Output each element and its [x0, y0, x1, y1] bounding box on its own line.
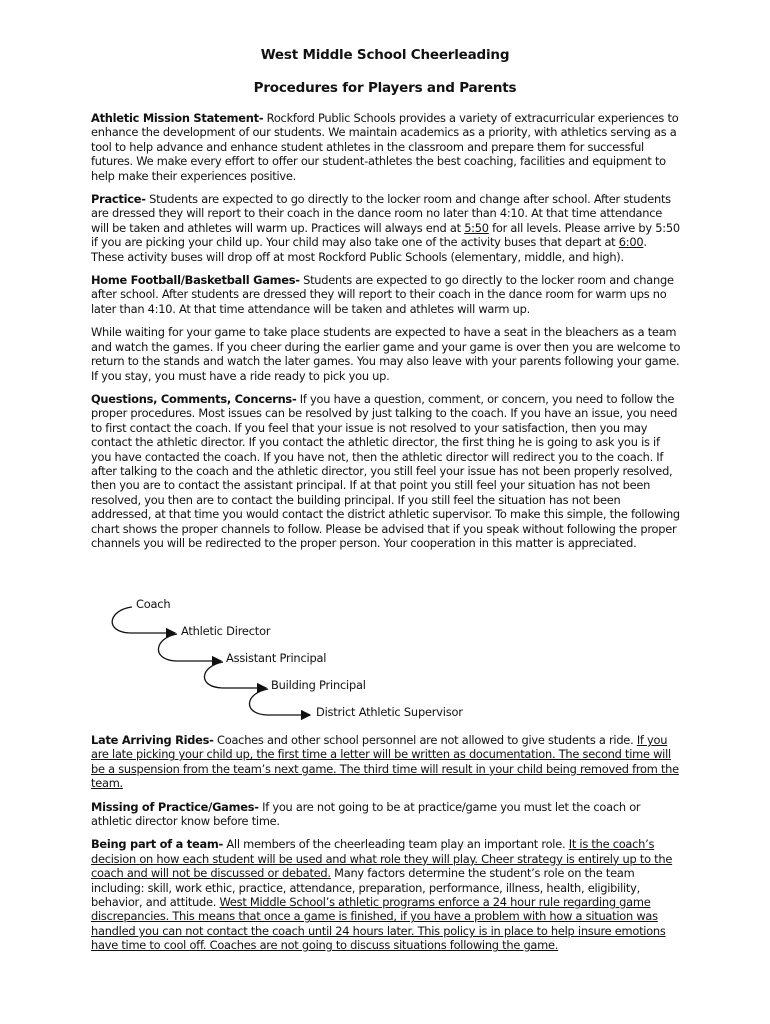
mission-paragraph — [91, 111, 681, 183]
missing-heading: Missing of Practice/Games- — [91, 799, 259, 814]
practice-end-time: 5:50 — [464, 220, 489, 235]
team-text-2: Many factors determine the student’s role on the team including: skill, work ethic, practice, attendance, preparation, performance, illness, health, eligibility, behavior, and attitude. — [91, 866, 640, 910]
missing-text: If you are not going to be at practice/game you must let the coach or athletic director know before time. — [91, 799, 641, 829]
team-paragraph — [91, 837, 681, 952]
document-subtitle: Procedures for Players and Parents — [253, 80, 517, 96]
chain-of-command-chart — [0, 588, 770, 728]
bottom-body — [91, 733, 681, 962]
chain-building-principal: Building Principal — [271, 678, 366, 692]
team-policy-2: West Middle School’s athletic programs enforce a 24 hour rule regarding game discrepancies. This means that once a game is finished, if you have a problem with how a situation was handled you can not contact the coach until 24 hours later. This policy is in place to help insure emotions have time to cool off. Coaches are not going to discuss situations following the game. — [91, 895, 666, 953]
team-heading: Being part of a team- — [91, 837, 224, 852]
home-games-text: Students are expected to go directly to the locker room and change after school. After students are dressed they will report to their coach in the dance room for warm ups no later than 4:10. At that time attendance will be taken and athletes will warm up. — [91, 273, 674, 316]
waiting-paragraph: While waiting for your game to take place students are expected to have a seat in the bleachers as a team and watch the games. If you cheer during the earlier game and your game is over then you are welcome to return to the stands and watch the later games. You may also leave with your parents following your game. If you stay, you must have a ride ready to pick you up. — [91, 325, 681, 383]
top-body — [91, 111, 681, 559]
practice-paragraph — [91, 192, 681, 264]
late-rides-policy: If you are late picking your child up, the first time a letter will be written as documentation. The second time will be a suspension from the team’s next game. The third time will result in your child being removed from the team. — [91, 733, 679, 791]
home-games-heading: Home Football/Basketball Games- — [91, 273, 300, 288]
document-title: West Middle School Cheerleading — [260, 47, 510, 63]
questions-paragraph — [91, 392, 681, 550]
arrow-ad-to-ap — [158, 634, 221, 661]
mission-heading: Athletic Mission Statement- — [91, 111, 264, 125]
chain-assistant-principal: Assistant Principal — [226, 651, 327, 665]
practice-text-3: . These activity buses will drop off at most Rockford Public Schools (elementary, middle, and high). — [91, 235, 647, 264]
practice-heading: Practice- — [91, 192, 146, 207]
late-rides-text: Coaches and other school personnel are not allowed to give students a ride. — [213, 733, 637, 747]
chain-athletic-director: Athletic Director — [181, 624, 271, 638]
chain-district-athletic-supervisor: District Athletic Supervisor — [316, 705, 463, 719]
late-rides-heading: Late Arriving Rides- — [91, 733, 214, 747]
late-rides-paragraph — [91, 733, 681, 791]
chain-coach: Coach — [136, 597, 171, 611]
questions-text: If you have a question, comment, or concern, you need to follow the proper procedures. Most issues can be resolved by just talking to the coach. If you have an issue, you need to first contact the coach. If you feel that your issue is not resolved to your satisfaction, then you may contact the athletic director. If you contact the athletic director, the first thing he is going to ask you is if you have contacted the coach. If you have not, then the athletic director will redirect you to the coach. If after talking to the coach and the athletic director, you still feel your issue has not been properly resolved, then you are to contact the assistant principal. If at that point you still feel your situation has not been resolved, you then are to contact the building principal. If you still feel the situation has not been addressed, at that time you would contact the district athletic supervisor. To make this simple, the following chart shows the proper channels to follow. Please be advised that if you speak without following the proper channels you will be redirected to the proper person. Your cooperation in this matter is appreciated. — [91, 391, 680, 550]
team-policy-1: It is the coach’s decision on how each student will be used and what role they will play. Cheer strategy is entirely up to the coach and will not be discussed or debated. — [91, 837, 673, 881]
questions-heading: Questions, Comments, Concerns- — [91, 391, 297, 406]
practice-text-2: for all levels. Please arrive by 5:50 if you are picking your child up. Your child may also take one of the activity buses that depart at — [91, 220, 680, 250]
arrow-bp-to-das — [249, 689, 310, 715]
home-games-paragraph — [91, 273, 681, 316]
arrow-ap-to-bp — [204, 662, 266, 688]
bus-depart-time: 6:00 — [618, 235, 644, 250]
mission-text: Rockford Public Schools provides a variety of extracurricular experiences to enhance the development of our students. We maintain academics as a priority, with athletics serving as a tool to help advance and enhance student athletes in the classroom and prepare them for successful futures. We make every effort to offer our student-athletes the best coaching, facilities and equipment to help make their experiences positive. — [91, 111, 679, 183]
missing-paragraph — [91, 800, 681, 829]
team-text-1: All members of the cheerleading team play an important role. — [223, 837, 569, 852]
practice-text-1: Students are expected to go directly to the locker room and change after school. After students are dressed they will report to their coach in the dance room no later than 4:10. At that time attendance will be taken and athletes will warm up. Practices will always end at — [91, 192, 671, 235]
